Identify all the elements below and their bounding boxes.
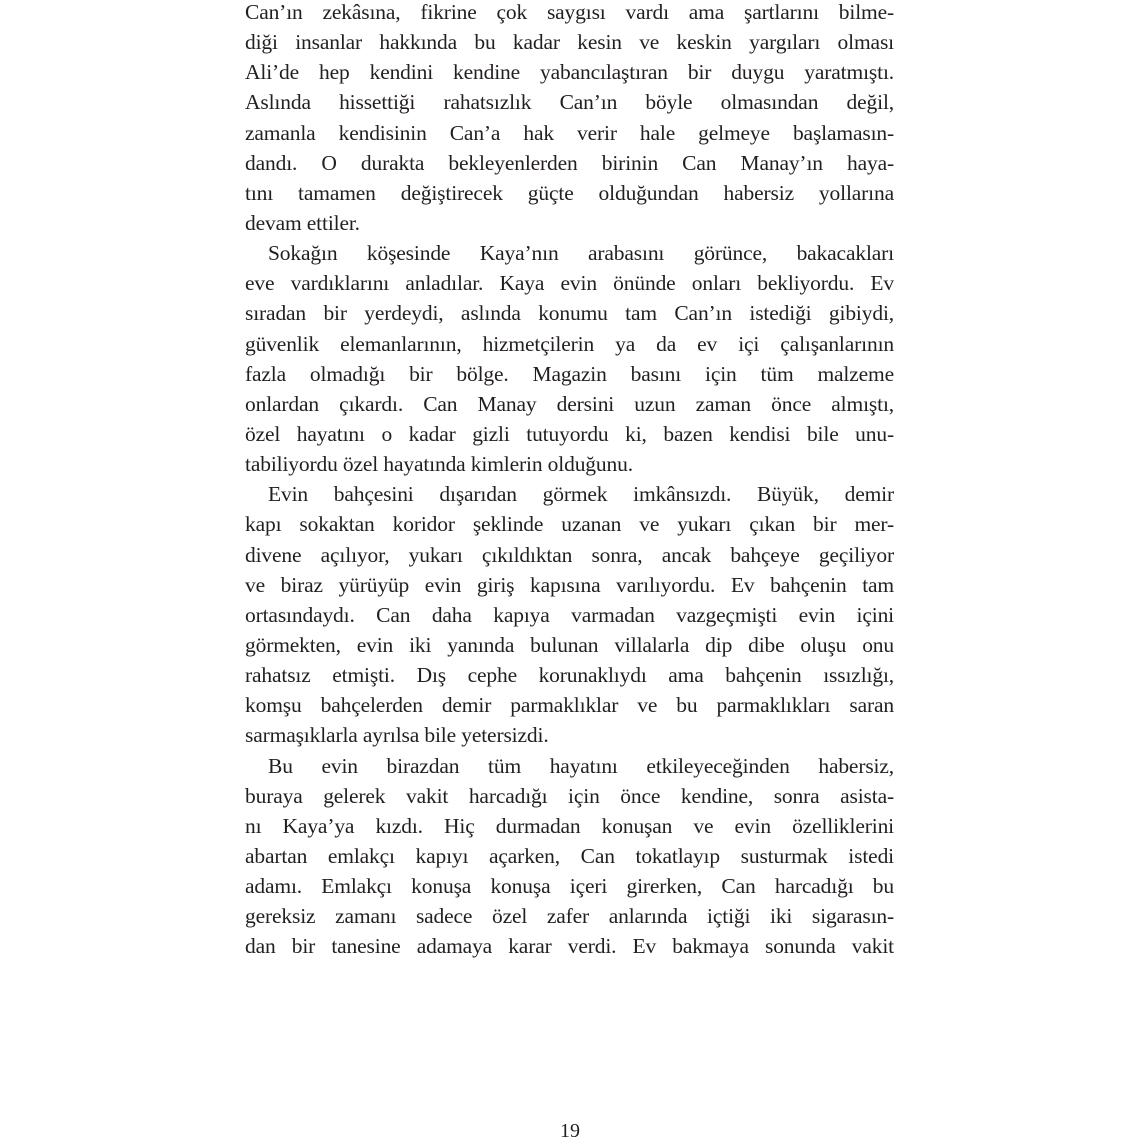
text-line: tabiliyordu özel hayatında kimlerin olduğunu.: [245, 452, 633, 477]
text-line: fazla olmadığı bir bölge. Magazin basını için tüm malzeme: [245, 361, 894, 386]
text-line: Sokağın köşesinde Kaya’nın arabasını görünce, bakacakları: [268, 241, 894, 266]
text-line: ve biraz yürüyüp evin giriş kapısına varılıyordu. Ev bahçenin tam: [245, 572, 894, 597]
text-line: komşu bahçelerden demir parmaklıklar ve bu parmaklıkları saran: [245, 693, 894, 718]
paragraph-2: [245, 238, 894, 479]
text-line: buraya gelerek vakit harcadığı için önce kendine, sonra asista-: [245, 783, 894, 808]
text-line: diği insanlar hakkında bu kadar kesin ve keskin yargıları olması: [245, 30, 894, 55]
text-line: sıradan bir yerdeydi, aslında konumu tam Can’ın istediği gibiydi,: [245, 301, 894, 326]
text-line: adamı. Emlakçı konuşa konuşa içeri girerken, Can harcadığı bu: [245, 874, 894, 899]
text-line: rahatsız etmişti. Dış cephe korunaklıydı ama bahçenin ıssızlığı,: [245, 663, 894, 688]
paragraph-3: [245, 479, 894, 750]
text-line: zamanla kendisinin Can’a hak verir hale gelmeye başlamasın-: [245, 120, 894, 145]
text-line: onlardan çıkardı. Can Manay dersini uzun zaman önce almıştı,: [245, 391, 894, 416]
page-number: 19: [560, 1120, 580, 1142]
text-line: ortasındaydı. Can daha kapıya varmadan vazgeçmişti evin içini: [245, 602, 894, 627]
text-line: dandı. O durakta bekleyenlerden birinin Can Manay’ın haya-: [245, 150, 894, 175]
text-line: divene açılıyor, yukarı çıkıldıktan sonra, ancak bahçeye geçiliyor: [245, 542, 894, 567]
text-line: sarmaşıklarla ayrılsa bile yetersizdi.: [245, 723, 549, 748]
text-line: tını tamamen değiştirecek güçte olduğundan habersiz yollarına: [245, 180, 894, 205]
text-line: nı Kaya’ya kızdı. Hiç durmadan konuşan ve evin özelliklerini: [245, 813, 894, 838]
text-line: dan bir tanesine adamaya karar verdi. Ev bakmaya sonunda vakit: [245, 934, 894, 959]
text-line: gereksiz zamanı sadece özel zafer anlarında içtiği iki sigarasın-: [245, 904, 894, 929]
text-line: eve vardıklarını anladılar. Kaya evin önünde onları bekliyordu. Ev: [245, 271, 894, 296]
text-line: güvenlik elemanlarının, hizmetçilerin ya da ev içi çalışanlarının: [245, 331, 894, 356]
body-text: [245, 0, 894, 962]
paragraph-4: [245, 751, 894, 962]
text-line: Evin bahçesini dışarıdan görmek imkânsızdı. Büyük, demir: [268, 482, 894, 507]
text-line: Aslında hissettiği rahatsızlık Can’ın böyle olmasından değil,: [245, 90, 894, 115]
text-line: abartan emlakçı kapıyı açarken, Can tokatlayıp susturmak istedi: [245, 843, 894, 868]
text-line: kapı sokaktan koridor şeklinde uzanan ve yukarı çıkan bir mer-: [245, 512, 894, 537]
text-line: görmekten, evin iki yanında bulunan villalarla dip dibe oluşu onu: [245, 632, 894, 657]
text-line: Can’ın zekâsına, fikrine çok saygısı vardı ama şartlarını bilme-: [245, 0, 894, 24]
text-line: özel hayatını o kadar gizli tutuyordu ki, bazen kendisi bile unu-: [245, 421, 894, 446]
text-line: Ali’de hep kendini kendine yabancılaştıran bir duygu yaratmıştı.: [245, 60, 894, 85]
paragraph-1: [245, 0, 894, 238]
text-line: Bu evin birazdan tüm hayatını etkileyeceğinden habersiz,: [268, 753, 894, 778]
text-line: devam ettiler.: [245, 210, 360, 235]
